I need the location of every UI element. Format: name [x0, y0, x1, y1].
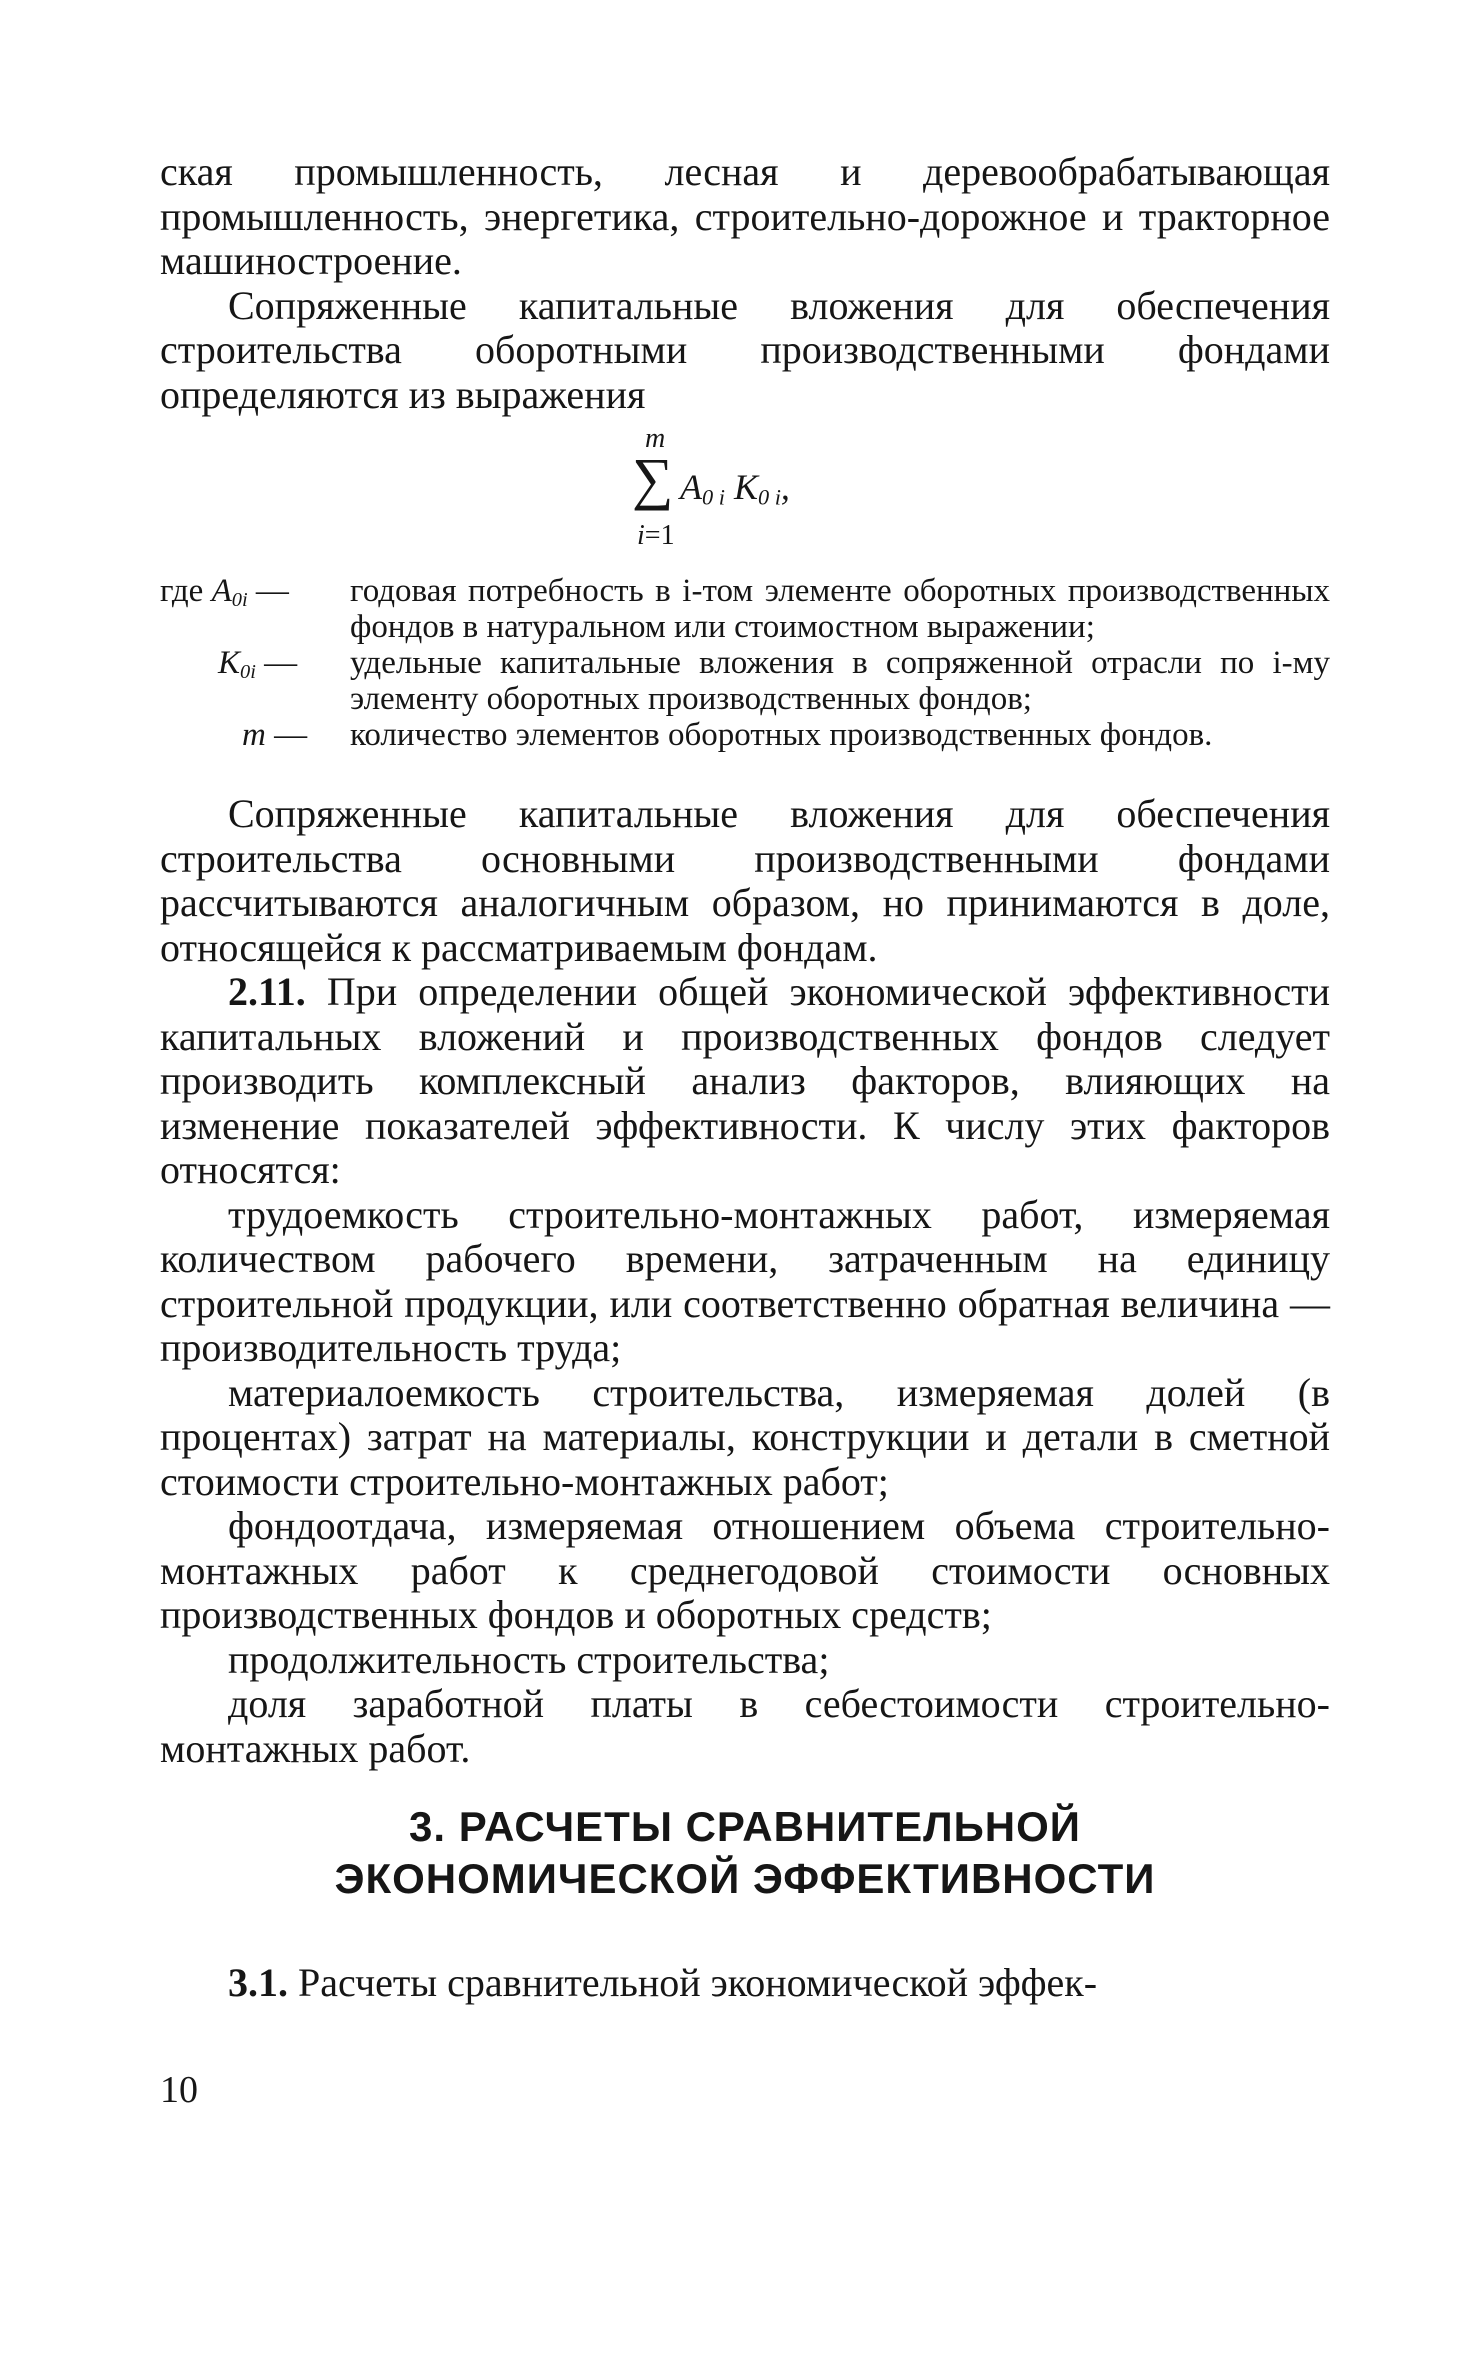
formula-lower-var: i: [637, 520, 645, 551]
formula-lower-rest: =1: [644, 520, 675, 551]
definition-label: [242, 717, 350, 762]
page-number: 10: [160, 2069, 198, 2111]
definition-dash: —: [255, 645, 298, 681]
formula-term: [680, 467, 790, 518]
formula-symbol-k: K: [733, 467, 758, 507]
sum-formula: [160, 425, 1330, 567]
definition-text: годовая потребность в i-том элементе оборотных производственных фондов в натуральном или стоимостном выражении;: [350, 573, 1330, 645]
section-number: 3.1.: [228, 1960, 288, 2006]
definition-subscript: 0i: [240, 661, 256, 684]
definition-dash: —: [265, 717, 308, 753]
formula-upper-limit: m: [645, 423, 666, 454]
formula-sub-k: 0 i: [757, 484, 781, 510]
definition-symbol: m: [242, 717, 266, 753]
definition-subscript: 0i: [231, 589, 248, 612]
heading-line: 3. РАСЧЕТЫ СРАВНИТЕЛЬНОЙ: [409, 1803, 1081, 1851]
section-text: При определении общей экономической эффективности капитальных вложений и производственных фондов следует производить комплексный анализ факторов, влияющих на изменение показателей эффективности. К числу этих факторов относятся:: [160, 969, 1330, 1193]
factor-item: фондоотдача, измеряемая отношением объема строительно-монтажных работ к среднегодовой стоимости основных производственных фондов и оборотных средств;: [160, 1503, 1330, 1638]
formula-symbol-a: A: [680, 467, 702, 507]
definition-text: количество элементов оборотных производственных фондов.: [350, 717, 1213, 753]
heading-line: ЭКОНОМИЧЕСКОЙ ЭФФЕКТИВНОСТИ: [334, 1855, 1156, 1903]
section-2-11: [160, 970, 1330, 1193]
definition-prefix: где: [160, 573, 212, 609]
formula-sub-a: 0 i: [702, 484, 725, 510]
paragraph-continuation: ская промышленность, лесная и деревообрабатывающая промышленность, энергетика, строительно-дорожное и тракторное машиностроение.: [160, 149, 1330, 283]
formula-end: ,: [780, 467, 790, 507]
section-3-1: [160, 1961, 1330, 2006]
definition-label: [218, 645, 350, 690]
definition-item: [242, 717, 1330, 762]
factor-item: доля заработной платы в себестоимости строительно-монтажных работ.: [160, 1681, 1330, 1771]
definition-label: [160, 573, 350, 618]
section-heading: [160, 1801, 1330, 1905]
section-number: 2.11.: [228, 969, 306, 1015]
section-text: Расчеты сравнительной экономической эффек-: [288, 1960, 1098, 2006]
definition-item: [218, 645, 1330, 717]
definition-text: удельные капитальные вложения в сопряженной отрасли по i-му элементу оборотных производственных фондов;: [350, 645, 1330, 717]
definitions-list: [160, 573, 1330, 762]
sigma-icon: ∑: [632, 446, 674, 511]
definition-symbol: K: [218, 645, 241, 681]
definition-dash: —: [247, 573, 289, 609]
factor-item: продолжительность строительства;: [228, 1636, 830, 1682]
definition-symbol: A: [211, 573, 232, 609]
paragraph-working-capital: Сопряженные капитальные вложения для обеспечения строительства оборотными производственными фондами определяются из выражения: [160, 282, 1330, 417]
formula-lower-limit: [637, 521, 675, 551]
factor-item: трудоемкость строительно-монтажных работ, измеряемая количеством рабочего времени, затраченным на единицу строительной продукции, или соответственно обратная величина — производительность труда;: [160, 1191, 1330, 1371]
definition-item: [160, 573, 1330, 645]
page-body: [160, 150, 1330, 2006]
paragraph-fixed-capital: Сопряженные капитальные вложения для обеспечения строительства основными производственными фондами рассчитываются аналогичным образом, но принимаются в доле, относящейся к рассматриваемым фондам.: [160, 791, 1330, 970]
factor-item: материалоемкость строительства, измеряемая долей (в процентах) затрат на материалы, конструкции и детали в сметной стоимости строительно-монтажных работ;: [160, 1369, 1330, 1504]
